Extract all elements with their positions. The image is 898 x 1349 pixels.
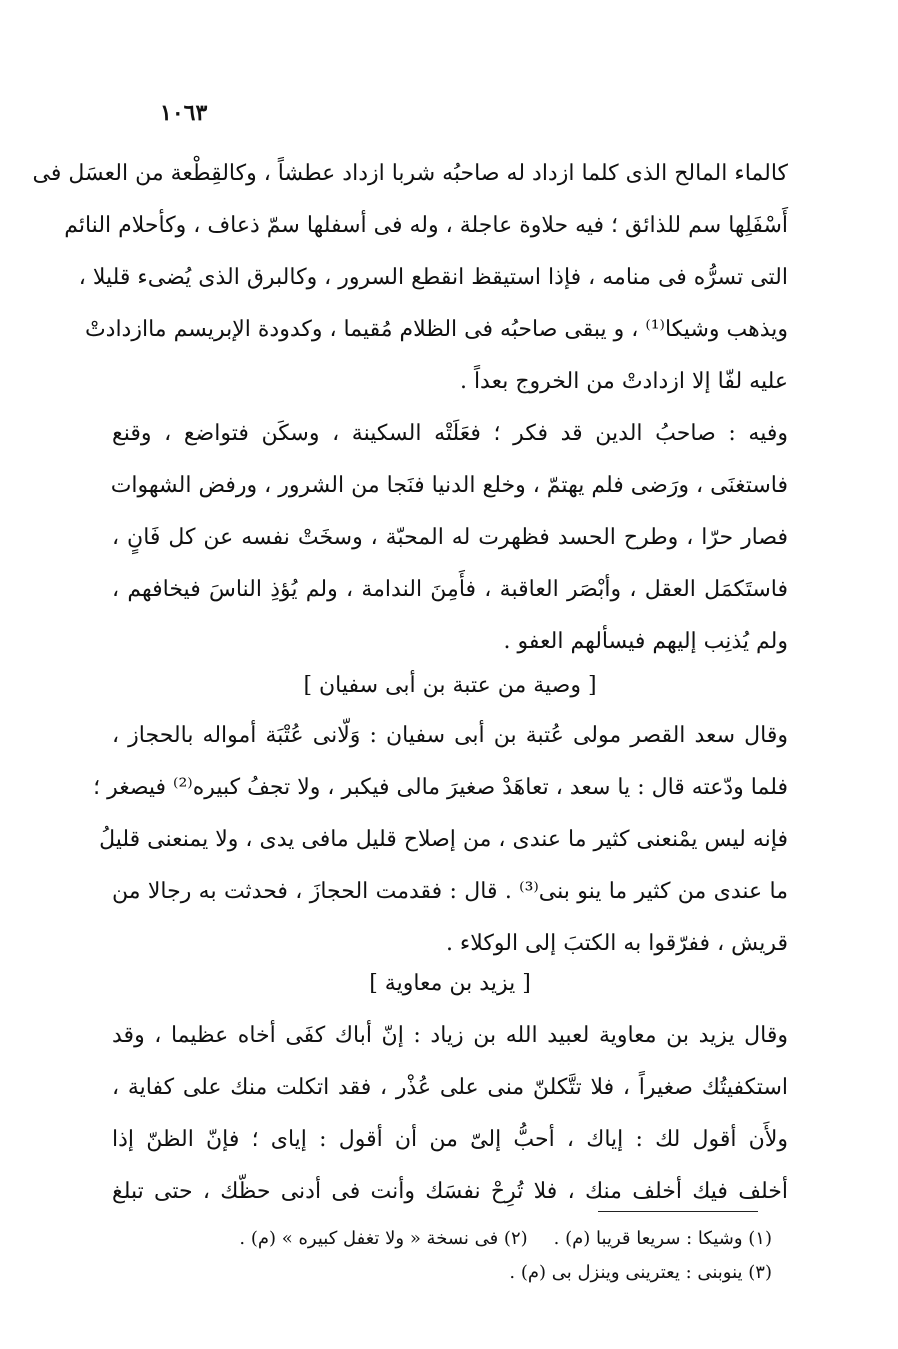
text-line: ما عندى من كثير ما ينو بنى⁽³⁾ . قال : فقدمت الحجازَ ، فحدثت به رجالا من [112,879,788,904]
text-line: فاستَكمَل العقل ، وأبْصَر العاقبة ، فأَمِنَ الندامة ، ولم يُؤذِ الناسَ فيخافهم ، [112,577,788,602]
text-line: فاستغنَى ، ورَضى فلم يهتمّ ، وخلع الدنيا فنَجا من الشرور ، ورفض الشهوات [110,473,788,498]
text-line: ويذهب وشيكا⁽¹⁾ ، و يبقى صاحبُه فى الظلام مُقيما ، وكدودة الإبريسم ماازدادتْ [84,317,788,342]
paragraph-2 [112,408,788,668]
text-line: فإنه ليس يمْنعنى كثير ما عندى ، من إصلاح قليل مافى يدى ، ولا يمنعنى قليلُ [99,827,788,852]
section-heading: [ وصية من عتبة بن أبى سفيان ] [303,673,597,698]
paragraph-4 [112,1010,788,1218]
text-line: ولم يُذنِب إليهم فيسألهم العفو . [503,629,788,654]
text-line: استكفيتُك صغيراً ، فلا تتَّكلنّ منى على عُذْر ، فقد اتكلت منك على كفاية ، [112,1075,788,1100]
text-line: قريش ، ففرّقوا به الكتبَ إلى الوكلاء . [445,931,788,956]
text-line: وفيه : صاحبُ الدين قد فكر ؛ فعَلَتْه السكينة ، وسكَن فتواضع ، وقنع [112,421,788,446]
text-line: فصار حرّا ، وطرح الحسد فظهرت له المحبّة ، وسخَتْ نفسه عن كل فَانٍ ، [112,525,788,550]
text-line: ولأَن أقول لك : إياك ، أحبُّ إلىّ من أن أقول : إياى ؛ فإنّ الظنّ إذا [112,1127,788,1152]
text-line: التى تسرُّه فى منامه ، فإذا استيقظ انقطع السرور ، وكالبرق الذى يُضىء قليلا ، [78,265,788,290]
text-line: أخلف فيك أخلف منك ، فلا تُرِحْ نفسَك وأنت فى أدنى حظّك ، حتى تبلغ [112,1179,788,1204]
text-line: عليه لفّا إلا ازدادتْ من الخروج بعداً . [459,369,788,394]
footnote-divider [598,1211,758,1212]
footnote-2: (٢) فى نسخة « ولا تغفل كبيره » (م) . [239,1228,528,1249]
footnote-3: (٣) ينوبنى : يعترينى وينزل بى (م) . [509,1262,772,1283]
text-line: كالماء المالح الذى كلما ازداد له صاحبُه شربا ازداد عطشاً ، وكالقِطْعة من العسَل فى [32,161,788,186]
paragraph-3 [93,710,788,970]
paragraph-1 [32,148,788,408]
page-number: ١٠٦٣ [160,100,208,126]
footnote-1: (١) وشيكا : سريعا قريبا (م) . [553,1228,772,1249]
text-line: فلما ودّعته قال : يا سعد ، تعاهَدْ صغيرَ مالى فيكبر ، ولا تجفُ كبيره⁽²⁾ فيصغر ؛ [93,775,788,800]
section-heading: [ يزيد بن معاوية ] [369,971,531,996]
text-line: أَسْفَلِها سم للذائق ؛ فيه حلاوة عاجلة ، وله فى أسفلها سمّ ذعاف ، وكأحلام النائم [64,213,788,238]
text-line: وقال سعد القصر مولى عُتبة بن أبى سفيان : وَلّانى عُتْبَة أمواله بالحجاز ، [112,723,788,748]
text-line: وقال يزيد بن معاوية لعبيد الله بن زياد : إنّ أباك كفَى أخاه عظيما ، وقد [112,1023,788,1048]
footnote-line [112,1256,772,1290]
footnotes [112,1222,772,1290]
footnote-line [112,1222,772,1256]
